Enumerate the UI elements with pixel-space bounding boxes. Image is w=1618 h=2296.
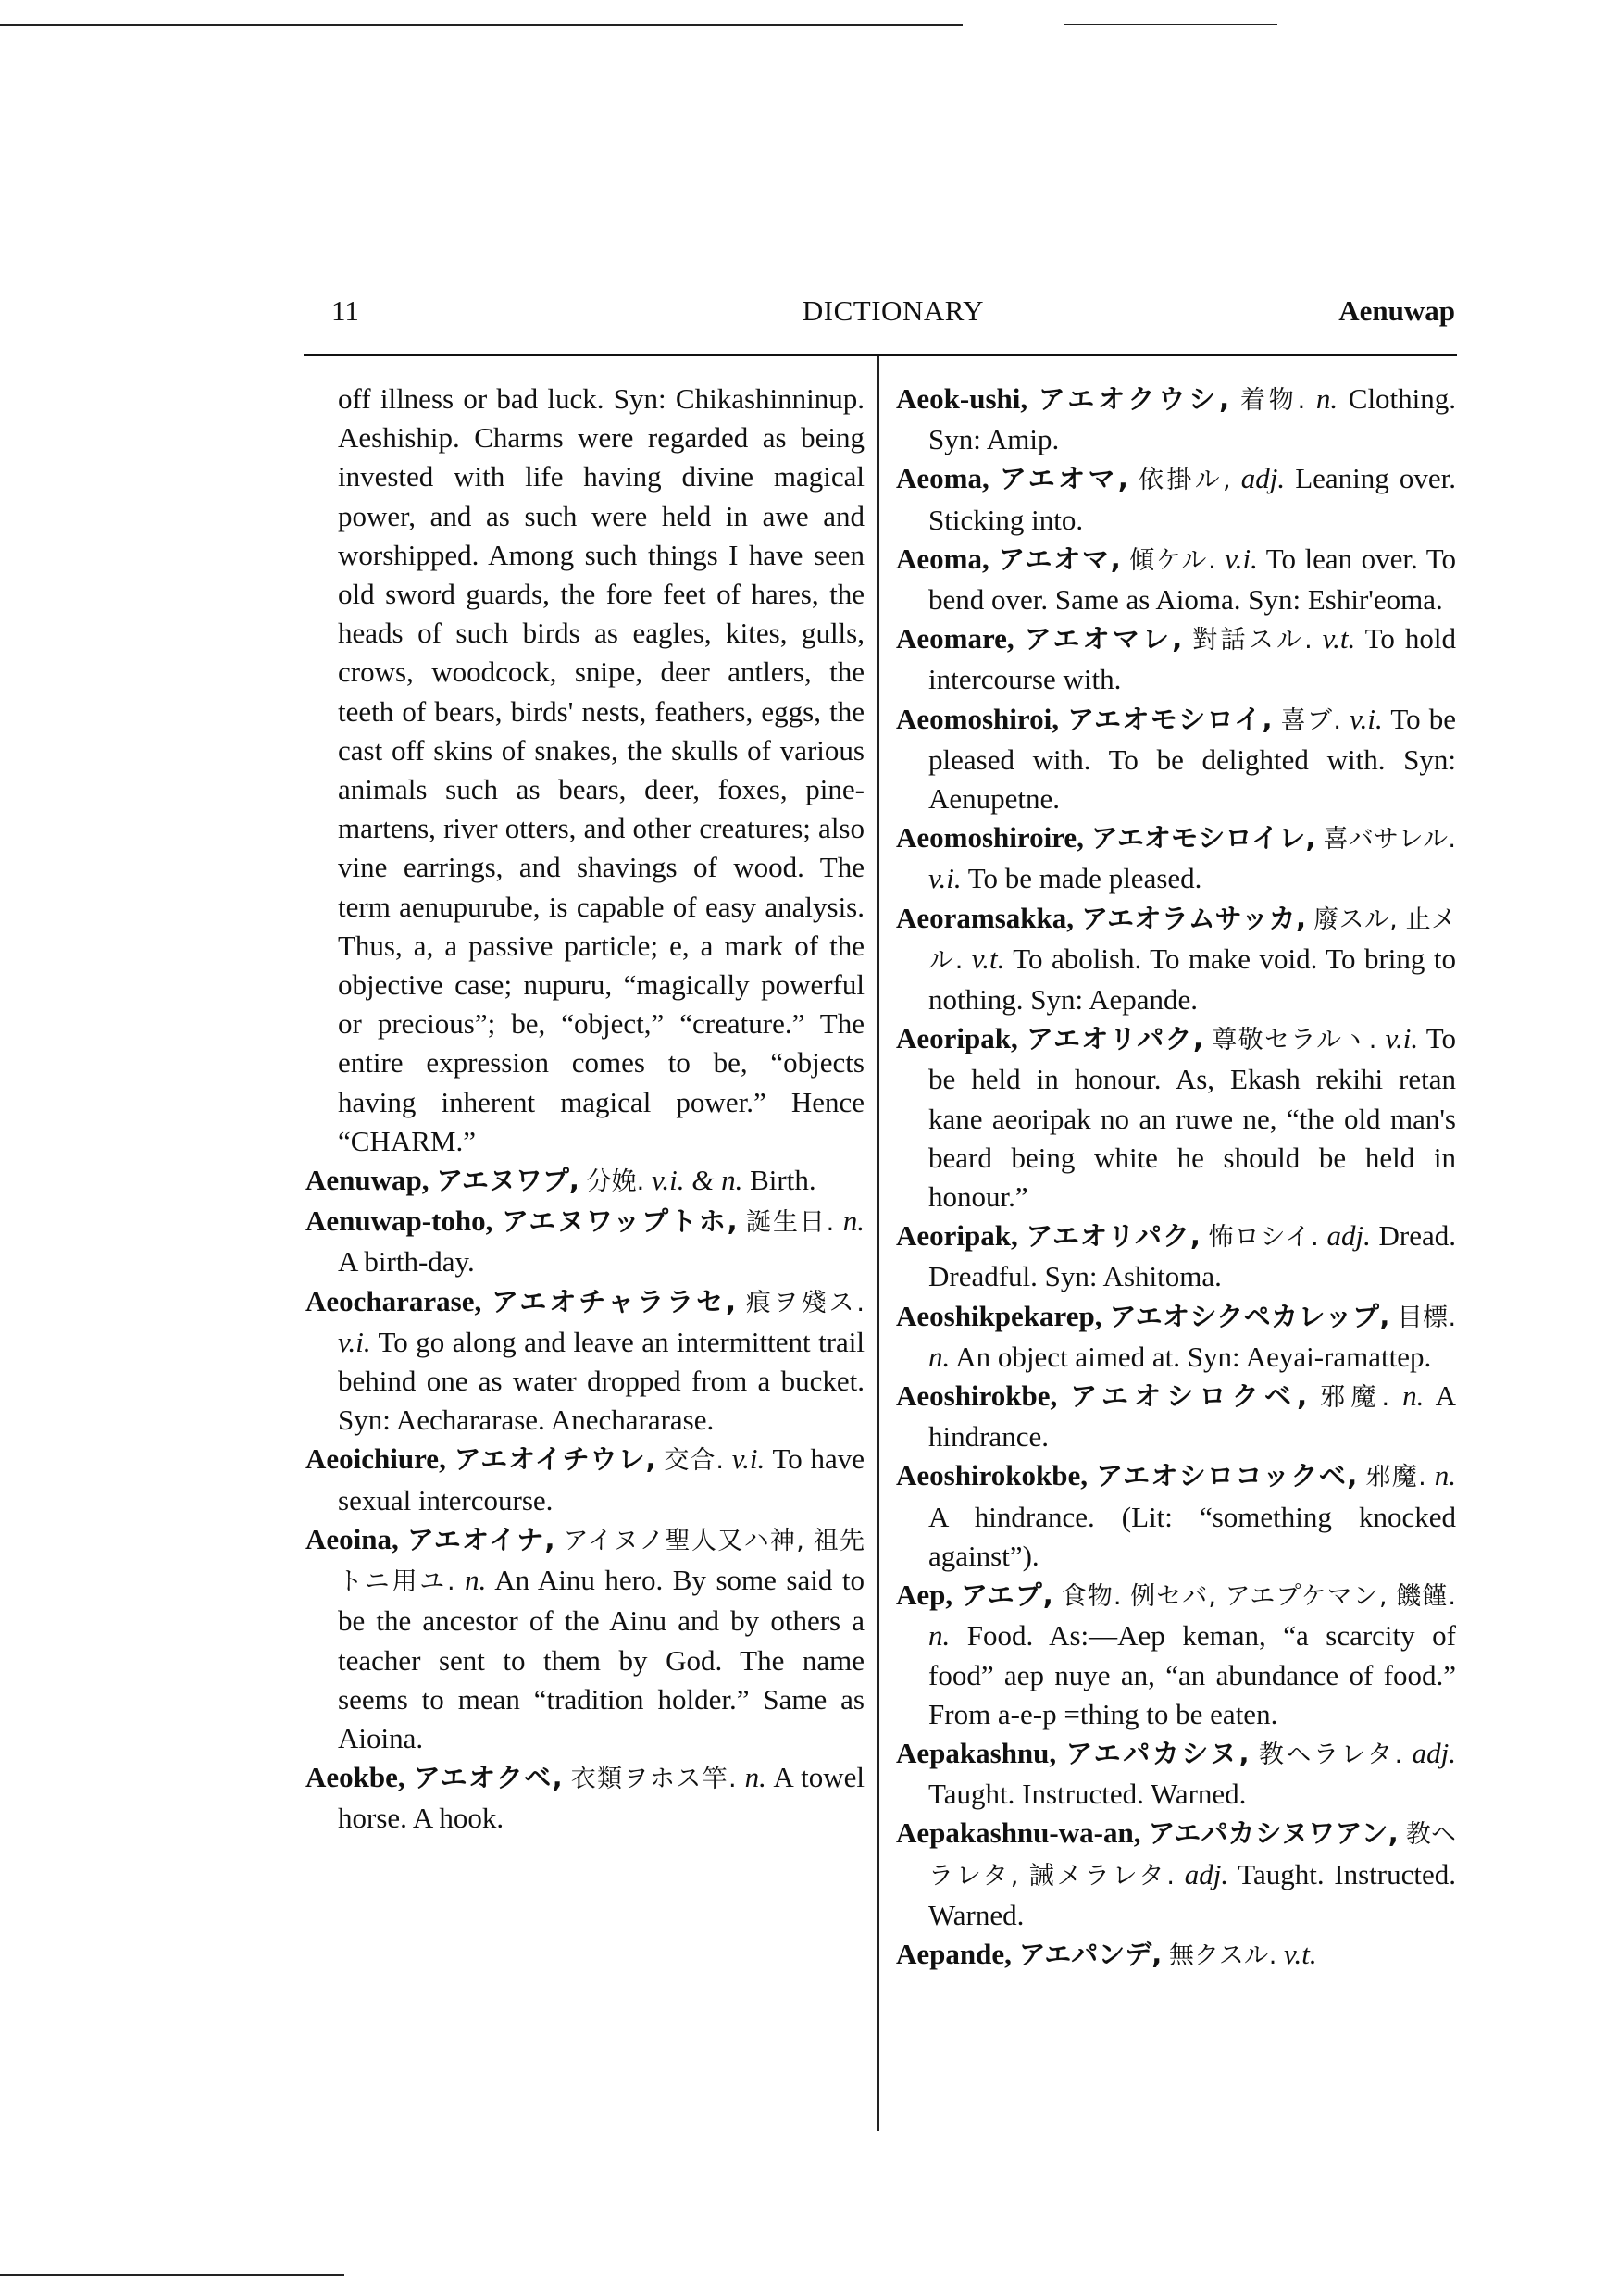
entry-kanji: 目標. <box>1397 1303 1457 1332</box>
entry-kanji: 邪魔. <box>1320 1383 1390 1413</box>
entry-kana: アエオクベ, <box>413 1762 563 1794</box>
entry-definition: An object aimed at. Syn: Aeyai-ramattep. <box>955 1340 1432 1373</box>
entry-kana: アエオラムサッカ, <box>1081 902 1307 934</box>
entry-kana: アエオリパク, <box>1026 1220 1201 1253</box>
entry-headword: Aeomoshiroi, <box>896 702 1059 735</box>
entry-kana: アエオモシロイレ, <box>1090 822 1316 855</box>
right-column <box>896 380 1456 1976</box>
dictionary-entry <box>305 380 865 1161</box>
entry-definition: To be pleased with. To be delighted with. Syn: Aenupetne. <box>928 702 1456 816</box>
scan-edge-top-right <box>1064 24 1277 25</box>
entry-definition: Food. As:—Aep keman, “a scarcity of food” aep nuye an, “an abundance of food.” From a-e-p =thing to be eaten. <box>928 1619 1457 1730</box>
entry-definition: A birth-day. <box>338 1245 475 1279</box>
entry-definition: A towel horse. A hook. <box>338 1761 865 1835</box>
entry-headword: Aeochararase, <box>305 1284 482 1317</box>
entry-definition: To go along and leave an intermittent trail behind one as water dropped from a bucket. Syn: Aechararase. Anechararase. <box>338 1325 865 1437</box>
entry-kana: アエオチャララセ, <box>491 1285 737 1317</box>
entry-kana: アエヌワップトホ, <box>501 1205 738 1238</box>
entry-headword: Aeoma, <box>896 462 989 495</box>
entry-headword: Aepande, <box>896 1937 1012 1970</box>
entry-part-of-speech: adj. <box>1240 462 1286 495</box>
entry-definition: Taught. Instructed. Warned. <box>928 1778 1247 1811</box>
entry-kanji: 邪魔. <box>1365 1463 1426 1492</box>
entry-headword: Aepakashnu, <box>896 1736 1057 1769</box>
entry-kanji: 依掛ル, <box>1138 466 1231 495</box>
entry-definition: To have sexual intercourse. <box>338 1442 865 1516</box>
entry-kanji: 廢スル, 止メル. <box>928 905 1457 975</box>
entry-kanji: 食物. 例セバ, アエプケマン, 饑饉. <box>1061 1582 1457 1612</box>
dictionary-entry <box>896 540 1456 619</box>
entry-part-of-speech: n. <box>1315 382 1338 415</box>
entry-part-of-speech: n. <box>744 1761 766 1794</box>
entry-kana: アエプ, <box>960 1579 1053 1612</box>
entry-kana: アエオシクペカレップ, <box>1109 1300 1390 1332</box>
entry-part-of-speech: v.i. & n. <box>651 1164 743 1197</box>
entry-part-of-speech: n. <box>928 1619 951 1653</box>
entry-headword: Aeoripak, <box>896 1219 1018 1253</box>
entry-kana: アエオモシロイ, <box>1067 703 1273 735</box>
entry-part-of-speech: adj. <box>1412 1736 1456 1769</box>
entry-kanji: 痕ヲ殘ス. <box>745 1288 865 1317</box>
entry-definition: A hindrance. (Lit: “something knocked against”). <box>928 1500 1456 1572</box>
entry-part-of-speech: v.i. <box>338 1325 371 1358</box>
dictionary-entry <box>896 1377 1456 1456</box>
entry-headword: Aeoina, <box>305 1522 399 1555</box>
entry-part-of-speech: n. <box>1434 1459 1457 1492</box>
entry-part-of-speech: v.t. <box>1284 1937 1317 1970</box>
entry-definition: To abolish. To make void. To bring to nothing. Syn: Aepande. <box>928 942 1456 1017</box>
dictionary-entry <box>896 818 1456 898</box>
entry-kanji: 傾ケル. <box>1129 545 1216 575</box>
entry-headword: Aeoramsakka, <box>896 901 1075 934</box>
dictionary-entry <box>305 1520 865 1758</box>
entry-part-of-speech: v.t. <box>971 942 1005 975</box>
entry-definition: Leaning over. Sticking into. <box>928 462 1456 536</box>
entry-part-of-speech: n. <box>1402 1379 1425 1413</box>
dictionary-entry <box>305 1758 865 1838</box>
entry-headword: Aeoichiure, <box>305 1442 446 1476</box>
entry-headword: Aeomoshiroire, <box>896 821 1084 855</box>
entry-kanji: 喜バサレル. <box>1323 825 1457 855</box>
dictionary-entry <box>305 1282 865 1441</box>
entry-definition: An Ainu hero. By some said to be the ancestor of the Ainu and by others a teacher sent to them by God. The name seems to mean “tradition holder.” Same as Aioina. <box>338 1564 865 1754</box>
entry-definition: A hindrance. <box>928 1379 1456 1454</box>
entry-kanji: 誕生日. <box>746 1208 835 1238</box>
left-column <box>305 380 865 1839</box>
scan-edge-bottom <box>0 2274 344 2276</box>
entry-kana: アエオシロコックベ, <box>1096 1460 1358 1492</box>
entry-definition: To be held in honour. As, Ekash rekihi retan kane aeoripak no an ruwe ne, “the old man's beard being white he should be held in honour.” <box>928 1022 1456 1214</box>
entry-kanji: 教ヘラレタ, 誡メラレタ. <box>928 1820 1457 1890</box>
dictionary-entry <box>896 1297 1456 1377</box>
dictionary-entry <box>896 619 1456 699</box>
dictionary-entry <box>896 1217 1456 1296</box>
entry-kana: アエオイナ, <box>406 1523 555 1555</box>
entry-kanji: 怖ロシイ. <box>1208 1223 1319 1253</box>
entry-definition: Birth. <box>750 1164 816 1197</box>
entry-headword: Aeok-ushi, <box>896 382 1028 415</box>
entry-kana: アエオクウシ, <box>1038 383 1230 415</box>
entry-definition: Taught. Instructed. Warned. <box>928 1857 1456 1931</box>
entry-definition: To hold intercourse with. <box>928 622 1457 696</box>
entry-kanji: 尊敬セラルヽ. <box>1212 1026 1377 1055</box>
dictionary-entry <box>896 380 1456 459</box>
entry-headword: Aeokbe, <box>305 1761 405 1794</box>
entry-headword: Aep, <box>896 1578 953 1612</box>
entry-kanji: 着物. <box>1239 386 1306 415</box>
entry-part-of-speech: v.i. <box>928 862 962 895</box>
dictionary-entry <box>896 1576 1456 1734</box>
entry-headword: Aeoripak, <box>896 1022 1018 1055</box>
entry-headword: Aeomare, <box>896 622 1014 655</box>
entry-kanji: アイヌノ聖人又ハ神, 祖先トニ用ユ. <box>338 1526 865 1597</box>
entry-part-of-speech: n. <box>928 1340 951 1373</box>
dictionary-entry <box>896 459 1456 539</box>
guide-word: Aenuwap <box>1338 294 1455 327</box>
entry-part-of-speech: n. <box>465 1564 487 1597</box>
entry-definition: off illness or bad luck. Syn: Chikashinninup. Aeshiship. Charms were regarded as being invested with life having divine magical power, and as such were held in awe and worshipped. Among such things I have seen old sword guards, the fore feet of hares, the heads of such birds as eagles, kites, gulls, crows, woodcock, snipe, deer antlers, the teeth of bears, birds' nests, feathers, eggs, the cast off skins of snakes, the skulls of various animals such as bears, deer, foxes, pine-martens, river otters, and other creatures; also vine earrings, and shavings of wood. The term aenupurube, is capable of easy analysis. Thus, a, a passive particle; e, a mark of the objective case; nupuru, “magically powerful or precious”; be, “object,” “creature.” The entire expression comes to be, “objects having inherent magical power.” Hence “CHARM.” <box>338 382 865 1157</box>
entry-kana: アエオマレ, <box>1024 623 1183 655</box>
dictionary-entry <box>896 700 1456 819</box>
dictionary-entry <box>305 1161 865 1202</box>
column-divider <box>877 356 879 2131</box>
entry-kana: アエパカシヌワアン, <box>1148 1817 1399 1850</box>
entry-kana: アエオマ, <box>999 463 1128 495</box>
header-rule <box>304 354 1457 356</box>
dictionary-entry <box>896 1814 1456 1935</box>
entry-part-of-speech: v.i. <box>1225 542 1258 575</box>
entry-kanji: 對話スル. <box>1192 626 1313 655</box>
entry-part-of-speech: n. <box>842 1204 865 1238</box>
dictionary-entry <box>896 1456 1456 1576</box>
entry-headword: Aenuwap, <box>305 1164 429 1197</box>
entry-kanji: 衣類ヲホス竿. <box>570 1765 737 1794</box>
entry-kana: アエオリパク, <box>1026 1023 1204 1055</box>
entry-kana: アエパンデ, <box>1018 1938 1163 1970</box>
entry-kanji: 喜ブ. <box>1280 705 1342 735</box>
entry-kanji: 無クスル. <box>1168 1940 1277 1970</box>
entry-definition: Dread. Dreadful. Syn: Ashitoma. <box>928 1219 1457 1293</box>
entry-part-of-speech: v.i. <box>1350 702 1383 735</box>
entry-kana: アエヌワプ, <box>436 1165 579 1197</box>
dictionary-entry <box>305 1440 865 1519</box>
dictionary-entry <box>305 1202 865 1281</box>
entry-part-of-speech: v.i. <box>1385 1022 1419 1055</box>
entry-headword: Aeoshikpekarep, <box>896 1299 1102 1332</box>
dictionary-entry <box>896 1734 1456 1814</box>
entry-headword: Aepakashnu-wa-an, <box>896 1816 1141 1850</box>
entry-definition: To be made pleased. <box>967 862 1202 895</box>
entry-part-of-speech: v.i. <box>731 1442 765 1476</box>
entry-headword: Aenuwap-toho, <box>305 1204 493 1238</box>
entry-kana: アエオマ, <box>998 543 1121 575</box>
entry-headword: Aeoshirokbe, <box>896 1379 1058 1413</box>
entry-headword: Aeoma, <box>896 542 989 575</box>
entry-kanji: 分娩. <box>586 1167 645 1197</box>
entry-kana: アエパカシヌ, <box>1065 1737 1250 1769</box>
page-number: 11 <box>331 294 359 327</box>
entry-kana: アエオイチウレ, <box>454 1443 656 1476</box>
page-header <box>331 294 1455 341</box>
entry-kana: アエオシロクベ, <box>1070 1380 1308 1413</box>
dictionary-entry <box>896 1019 1456 1217</box>
entry-part-of-speech: adj. <box>1326 1219 1371 1253</box>
entry-definition: To lean over. To bend over. Same as Aioma. Syn: Eshir'eoma. <box>928 542 1456 617</box>
entry-part-of-speech: adj. <box>1184 1857 1229 1890</box>
entry-definition: Clothing. Syn: Amip. <box>928 382 1457 456</box>
entry-headword: Aeoshirokokbe, <box>896 1459 1088 1492</box>
scan-edge-top <box>0 24 963 26</box>
running-title: DICTIONARY <box>802 294 985 327</box>
dictionary-entry <box>896 899 1456 1020</box>
entry-kanji: 交合. <box>664 1446 724 1476</box>
entry-kanji: 教ヘラレタ. <box>1258 1740 1403 1769</box>
entry-part-of-speech: v.t. <box>1322 622 1356 655</box>
dictionary-entry <box>896 1935 1456 1976</box>
